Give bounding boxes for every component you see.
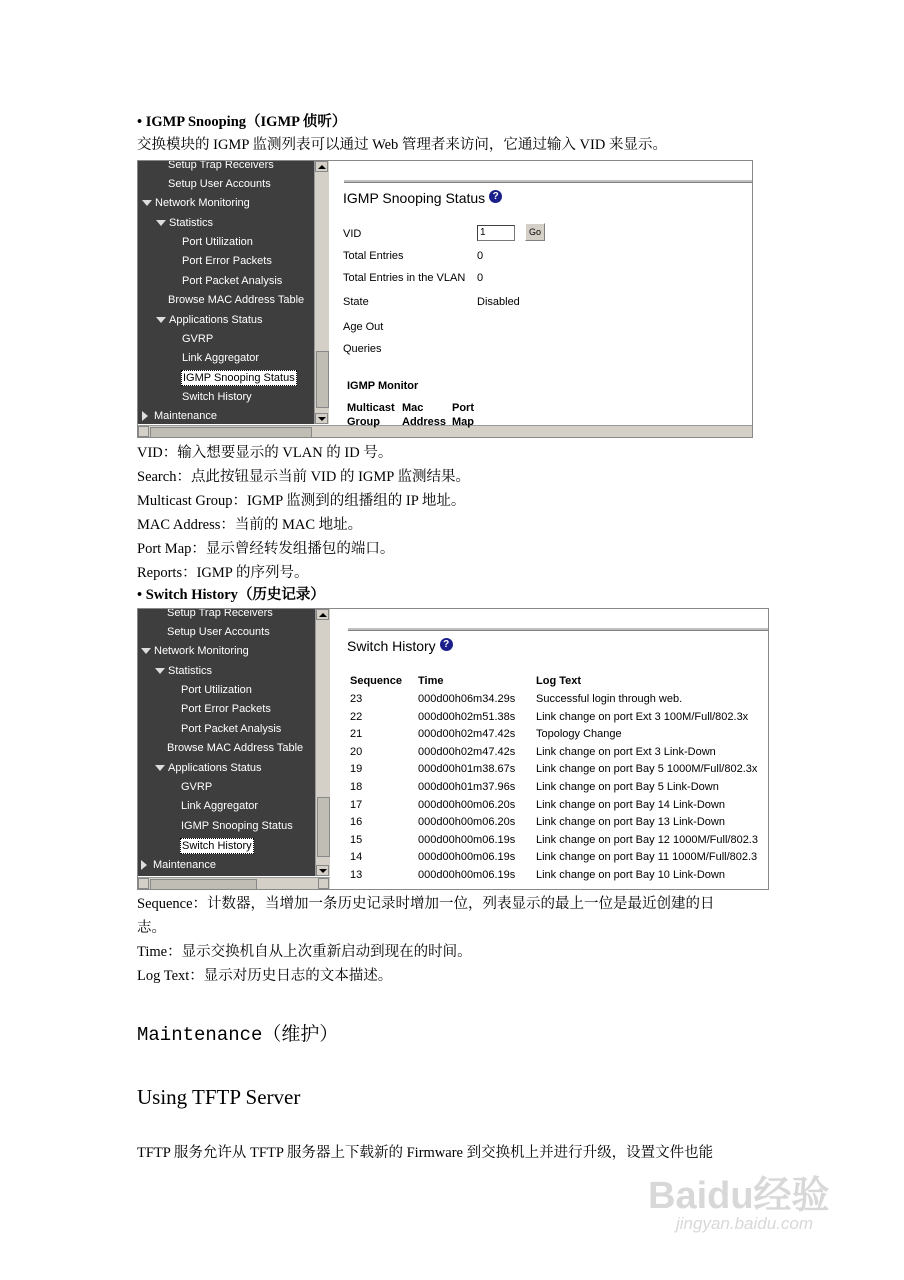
vid-label: VID <box>343 228 362 240</box>
desc-time: Time：显示交换机自从上次重新启动到现在的时间。 <box>137 944 472 960</box>
go-button[interactable]: Go <box>525 223 545 241</box>
nav-label: Maintenance <box>153 859 216 871</box>
desc-vid: VID：输入想要显示的 VLAN 的 ID 号。 <box>137 445 393 461</box>
desc-log-text: Log Text：显示对历史日志的文本描述。 <box>137 968 393 984</box>
nav-item-network-monitoring[interactable] <box>142 196 250 210</box>
col-group: Group <box>347 416 380 428</box>
nav-item-setup-trap-receivers[interactable]: Setup Trap Receivers <box>167 609 273 619</box>
title-rule <box>348 628 768 631</box>
igmp-content <box>330 161 752 428</box>
col-multicast: Multicast <box>347 402 395 414</box>
nav-item-applications-status[interactable] <box>156 313 263 327</box>
arrow-up-icon <box>319 613 327 617</box>
nav-item-setup-user-accounts[interactable]: Setup User Accounts <box>167 626 270 638</box>
total-vlan-value: 0 <box>477 272 484 284</box>
history-cell-sequence: 14 <box>350 851 363 864</box>
col-port: Port <box>452 402 474 414</box>
expand-down-icon <box>156 317 166 323</box>
history-cell-time: 000d00h00m06.19s <box>418 833 516 846</box>
arrow-up-icon <box>318 165 326 169</box>
title-rule <box>344 180 752 183</box>
history-header-time: Time <box>418 675 444 687</box>
history-cell-log-text: Successful login through web. <box>536 693 683 705</box>
history-cell-time: 000d00h00m06.19s <box>418 851 516 864</box>
vid-input[interactable]: 1 <box>477 225 515 241</box>
igmp-screenshot <box>137 160 753 438</box>
nav-label: Applications Status <box>169 314 263 326</box>
history-cell-log-text: Topology Change <box>536 728 622 741</box>
state-label: State <box>343 296 369 308</box>
history-cell-sequence: 20 <box>350 745 363 758</box>
history-cell-log-text: Link change on port Bay 14 Link-Down <box>536 798 725 811</box>
title-text: Switch History <box>347 638 436 654</box>
nav-tree <box>138 609 315 876</box>
igmp-section-heading <box>137 113 346 131</box>
expand-right-icon <box>141 860 147 870</box>
nav-item-port-utilization[interactable]: Port Utilization <box>181 684 252 696</box>
history-header-sequence: Sequence <box>350 675 402 687</box>
total-entries-value: 0 <box>477 250 484 262</box>
total-entries-label: Total Entries <box>343 250 404 262</box>
nav-item-port-utilization[interactable]: Port Utilization <box>182 236 253 248</box>
nav-item-network-monitoring[interactable] <box>141 644 249 658</box>
history-heading-suffix: （历史记录） <box>237 587 325 603</box>
history-section-heading <box>137 586 325 604</box>
arrow-down-icon <box>319 869 327 873</box>
history-cell-log-text: Link change on port Bay 13 Link-Down <box>536 816 725 829</box>
scroll-down-arrow[interactable] <box>315 413 328 424</box>
nav-item-maintenance[interactable] <box>141 858 216 872</box>
col-mac: Mac <box>402 402 424 414</box>
nav-tree <box>138 161 314 424</box>
help-icon[interactable]: ? <box>489 190 502 203</box>
nav-item-port-error-packets[interactable]: Port Error Packets <box>181 703 271 715</box>
history-cell-log-text: Link change on port Ext 3 Link-Down <box>536 745 716 758</box>
nav-item-setup-trap-receivers[interactable]: Setup Trap Receivers <box>168 161 274 171</box>
scroll-right-arrow[interactable] <box>318 878 329 889</box>
desc-multicast-group: Multicast Group：IGMP 监测到的组播组的 IP 地址。 <box>137 493 466 509</box>
desc-reports: Reports：IGMP 的序列号。 <box>137 565 309 581</box>
history-cell-log-text: Link change on port Ext 3 100M/Full/802.3x <box>536 710 749 723</box>
nav-label: Network Monitoring <box>154 645 249 657</box>
state-value: Disabled <box>477 296 520 308</box>
history-cell-sequence: 21 <box>350 728 363 741</box>
history-cell-sequence: 17 <box>350 798 363 811</box>
history-cell-log-text: Link change on port Bay 10 Link-Down <box>536 869 725 881</box>
igmp-monitor-title: IGMP Monitor <box>347 380 419 392</box>
nav-item-link-aggregator[interactable]: Link Aggregator <box>181 800 259 812</box>
history-cell-time: 000d00h02m47.42s <box>418 728 516 741</box>
scroll-down-arrow[interactable] <box>316 865 329 876</box>
scroll-up-arrow[interactable] <box>316 609 329 620</box>
nav-label: Statistics <box>168 665 213 677</box>
history-screenshot <box>137 608 769 890</box>
tftp-text: TFTP 服务允许从 TFTP 服务器上下载新的 Firmware 到交换机上并进行升级，设置文件也能 <box>137 1145 714 1161</box>
expand-down-icon <box>141 648 151 654</box>
history-cell-log-text: Link change on port Bay 5 1000M/Full/802.3x <box>536 763 758 776</box>
expand-right-icon <box>142 411 148 421</box>
history-header-log-text: Log Text <box>536 675 582 687</box>
nav-item-gvrp[interactable]: GVRP <box>182 333 214 345</box>
igmp-heading-suffix: （IGMP 侦听） <box>246 114 347 130</box>
hscroll-thumb[interactable] <box>150 879 257 890</box>
nav-item-statistics[interactable] <box>156 216 213 230</box>
history-cell-log-text: Link change on port Bay 5 Link-Down <box>536 781 719 793</box>
nav-item-browse-mac-table[interactable]: Browse MAC Address Table <box>167 742 304 754</box>
tree-vertical-scrollbar[interactable] <box>315 609 330 876</box>
history-cell-time: 000d00h01m38.67s <box>418 763 516 776</box>
arrow-down-icon <box>318 417 326 421</box>
history-cell-sequence: 16 <box>350 816 363 829</box>
nav-label: Maintenance <box>154 410 217 422</box>
history-cell-sequence: 13 <box>350 869 363 881</box>
nav-item-maintenance[interactable] <box>142 409 217 423</box>
baidu-watermark-logo: Baidu经验 <box>648 1175 830 1217</box>
nav-item-browse-mac-table[interactable]: Browse MAC Address Table <box>168 294 305 306</box>
age-out-label: Age Out <box>343 321 384 333</box>
history-content <box>332 609 768 889</box>
nav-item-applications-status[interactable] <box>155 761 262 775</box>
nav-item-gvrp[interactable]: GVRP <box>181 781 213 793</box>
nav-item-link-aggregator[interactable]: Link Aggregator <box>182 352 260 364</box>
help-icon[interactable]: ? <box>440 638 453 651</box>
tree-vertical-scrollbar[interactable] <box>314 161 329 424</box>
scroll-up-arrow[interactable] <box>315 161 328 172</box>
igmp-intro: 交换模块的 IGMP 监测列表可以通过 Web 管理者来访问，它通过输入 VID 来显示。 <box>137 137 667 153</box>
history-cell-sequence: 15 <box>350 833 363 846</box>
history-cell-log-text: Link change on port Bay 11 1000M/Full/802.3 <box>536 851 758 864</box>
col-map: Map <box>452 416 474 428</box>
history-cell-time: 000d00h00m06.20s <box>418 798 516 811</box>
history-cell-sequence: 22 <box>350 710 363 723</box>
igmp-status-title <box>343 190 502 206</box>
nav-item-igmp-snooping-status[interactable]: IGMP Snooping Status <box>183 372 295 384</box>
baidu-watermark-url: jingyan.baidu.com <box>676 1214 814 1233</box>
nav-item-port-packet-analysis[interactable]: Port Packet Analysis <box>181 723 282 735</box>
hscroll-thumb[interactable] <box>150 427 312 438</box>
history-cell-time: 000d00h06m34.29s <box>418 693 516 705</box>
queries-label: Queries <box>343 343 382 355</box>
history-cell-sequence: 23 <box>350 693 363 705</box>
expand-down-icon <box>155 765 165 771</box>
col-address: Address <box>402 416 447 428</box>
expand-down-icon <box>142 200 152 206</box>
history-heading-title: Switch History <box>145 587 238 603</box>
desc-sequence: Sequence：计数器，当增加一条历史记录时增加一位，列表显示的最上一位是最近创建的日 <box>137 896 715 912</box>
history-cell-time: 000d00h02m51.38s <box>418 710 516 723</box>
bullet: • <box>137 114 143 130</box>
history-cell-sequence: 18 <box>350 781 363 793</box>
maintenance-heading: Maintenance（维护） <box>137 1024 339 1046</box>
scroll-left-arrow[interactable] <box>138 878 149 889</box>
history-cell-time: 000d00h00m06.20s <box>418 816 516 829</box>
tftp-heading: Using TFTP Server <box>137 1085 301 1109</box>
desc-mac-address: MAC Address：当前的 MAC 地址。 <box>137 517 363 533</box>
bullet: • <box>137 587 143 603</box>
nav-item-setup-user-accounts[interactable]: Setup User Accounts <box>168 178 271 190</box>
expand-down-icon <box>156 220 166 226</box>
nav-label: Network Monitoring <box>155 197 250 209</box>
nav-item-port-error-packets[interactable]: Port Error Packets <box>182 255 272 267</box>
desc-sequence-cont: 志。 <box>137 920 166 936</box>
nav-item-port-packet-analysis[interactable]: Port Packet Analysis <box>182 275 283 287</box>
nav-item-statistics[interactable] <box>155 664 212 678</box>
scroll-thumb[interactable] <box>316 351 329 408</box>
desc-port-map: Port Map：显示曾经转发组播包的端口。 <box>137 541 395 557</box>
history-cell-time: 000d00h02m47.42s <box>418 745 516 758</box>
nav-item-switch-history[interactable]: Switch History <box>182 840 252 852</box>
igmp-heading-title: IGMP Snooping <box>145 114 247 130</box>
title-text: IGMP Snooping Status <box>343 190 486 206</box>
desc-search: Search：点此按钮显示当前 VID 的 IGMP 监测结果。 <box>137 469 470 485</box>
scroll-thumb[interactable] <box>317 797 330 857</box>
history-cell-time: 000d00h00m06.19s <box>418 869 516 881</box>
nav-item-igmp-snooping-status[interactable]: IGMP Snooping Status <box>181 820 293 832</box>
history-cell-sequence: 19 <box>350 763 363 776</box>
scroll-left-arrow[interactable] <box>138 426 149 437</box>
nav-label: Applications Status <box>168 762 262 774</box>
history-cell-time: 000d00h01m37.96s <box>418 781 516 793</box>
history-cell-log-text: Link change on port Bay 12 1000M/Full/802.3 <box>536 833 758 846</box>
switch-history-title <box>347 638 453 654</box>
nav-label: Statistics <box>169 217 214 229</box>
total-vlan-label: Total Entries in the VLAN <box>343 272 466 284</box>
nav-item-switch-history[interactable]: Switch History <box>182 391 252 403</box>
expand-down-icon <box>155 668 165 674</box>
horizontal-scrollbar[interactable] <box>138 877 330 890</box>
